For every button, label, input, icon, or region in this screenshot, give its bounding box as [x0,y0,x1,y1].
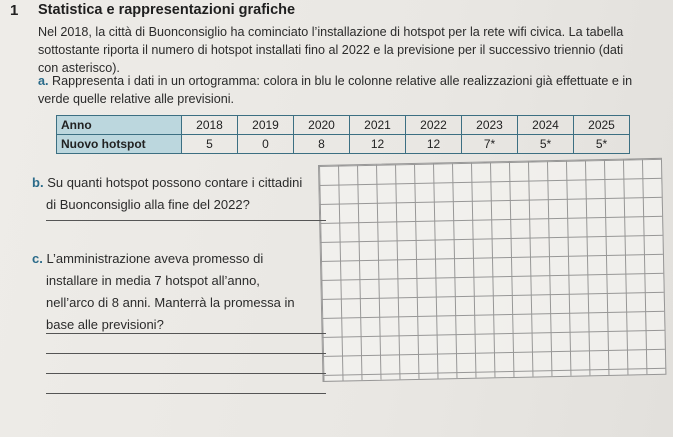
table-cell: 2023 [462,116,518,135]
part-a-text: Rappresenta i dati in un ortogramma: colora in blu le colonne relative alle realizzazioni già effettuate e in verde quelle relative alle previsioni. [38,74,633,106]
table-cell: 2024 [518,116,574,135]
table-cell: 5* [574,135,630,154]
table-cell: 5 [182,135,238,154]
table-cell: 12 [350,135,406,154]
table-cell: 2019 [238,116,294,135]
table-cell: 2020 [294,116,350,135]
table-cell: 2022 [406,116,462,135]
part-b-line: Su quanti hotspot possono contare i cittadini [47,175,303,190]
part-c-line: L’amministrazione aveva promesso di [46,251,264,266]
part-b-letter: b. [32,175,44,190]
table-cell: 7* [462,135,518,154]
answer-line[interactable] [46,333,326,334]
table-cell: 8 [294,135,350,154]
table-header-year: Anno [57,116,182,135]
table-cell: 2018 [182,116,238,135]
answer-line[interactable] [46,353,326,354]
part-a-letter: a. [38,74,49,88]
exercise-number: 1 [10,2,19,19]
table-cell: 0 [238,135,294,154]
part-c-letter: c. [32,251,43,266]
table-cell: 2021 [350,116,406,135]
table-cell: 5* [518,135,574,154]
answer-line[interactable] [46,373,326,374]
hotspot-table [56,115,630,154]
part-c-line: base alle previsioni? [46,317,164,332]
part-a [38,72,638,108]
exercise-title: Statistica e rappresentazioni grafiche [38,2,296,18]
part-b-line: di Buonconsiglio alla fine del 2022? [46,197,250,212]
part-c-line: nell’arco di 8 anni. Manterrà la promessa in [46,295,295,310]
drawing-grid[interactable] [318,158,666,382]
answer-line[interactable] [46,220,326,221]
table-header-hotspot: Nuovo hotspot [57,135,182,154]
exercise-intro: Nel 2018, la città di Buonconsiglio ha cominciato l’installazione di hotspot per la rete wifi civica. La tabella sottostante riporta il numero di hotspot installati fino al 2022 e la previsione per il successivo triennio (dati con asterisco). [38,25,624,75]
answer-line[interactable] [46,393,326,394]
table-cell: 2025 [574,116,630,135]
part-c-line: installare in media 7 hotspot all’anno, [46,273,260,288]
table-row-hotspot [57,135,630,154]
part-c [32,248,295,336]
table-cell: 12 [406,135,462,154]
part-b [32,172,302,216]
table-row-year [57,116,630,135]
